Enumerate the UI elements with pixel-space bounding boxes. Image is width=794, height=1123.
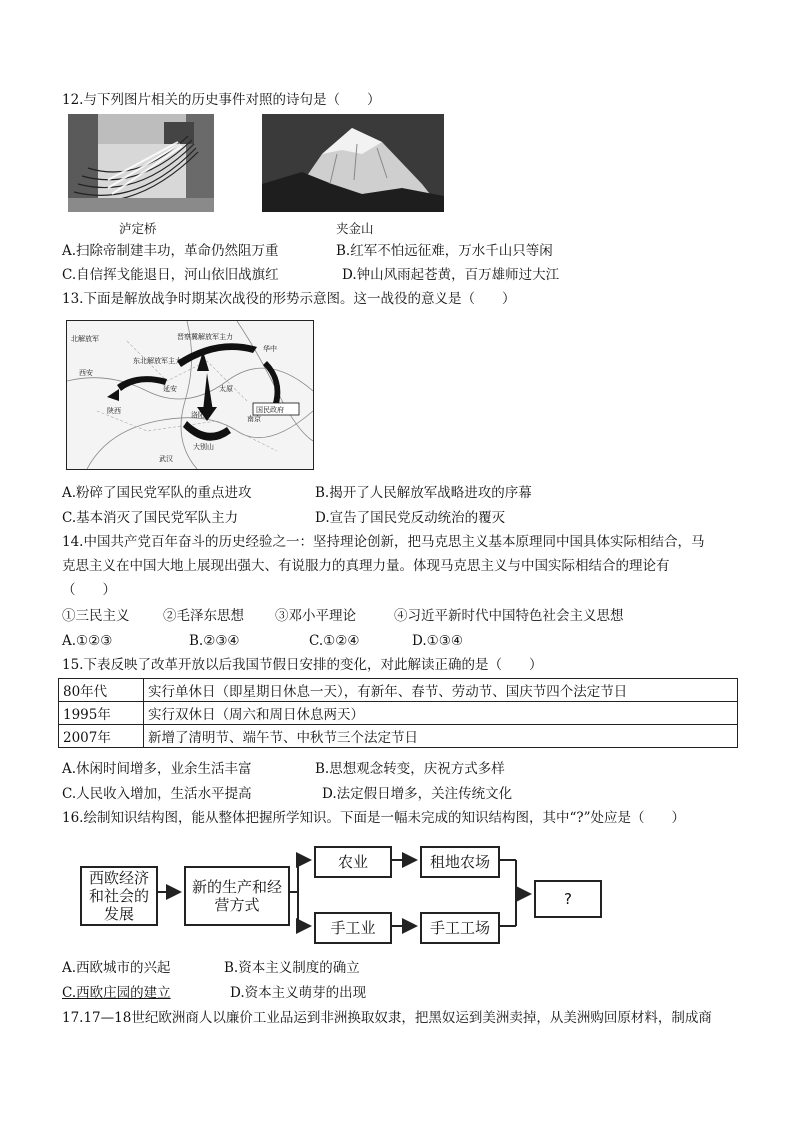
svg-text:国民政府: 国民政府: [256, 406, 284, 414]
q14-stem-line1: 14.中国共产党百年奋斗的历史经验之一：坚持理论创新，把马克思主义基本原理同中国具体实际相结合，马: [62, 534, 705, 550]
q14-option-d: D.①③④: [412, 633, 463, 649]
q14-stem-line2: 克思主义在中国大地上展现出强大、有说服力的真理力量。体现马克思主义与中国实际相结合的理论有: [62, 558, 670, 574]
q14-option-b: B.②③④: [189, 633, 240, 649]
q14-item-3: ③邓小平理论: [275, 608, 356, 624]
q13-option-a: A.粉碎了国民党军队的重点进攻: [62, 485, 252, 501]
table-cell-period: 1995年: [59, 702, 144, 725]
campaign-map: [66, 320, 314, 470]
q14-stem-line3: （ ）: [62, 582, 116, 598]
diagram-box-farm: 租地农场: [420, 846, 500, 878]
q17-stem: 17.17—18世纪欧洲商人以廉价工业品运到非洲换取奴隶，把黑奴运到美洲卖掉，从美洲购回原材料，制成商: [62, 1010, 712, 1026]
q15-option-d: D.法定假日增多，关注传统文化: [322, 786, 513, 802]
knowledge-structure-diagram: [62, 836, 610, 946]
q12-option-b: B.红军不怕远征难，万水千山只等闲: [336, 243, 553, 259]
table-row: [59, 679, 738, 702]
q13-option-c: C.基本消灭了国民党军队主力: [62, 510, 239, 526]
svg-text:武汉: 武汉: [159, 455, 173, 463]
q16-option-b: B.资本主义制度的确立: [224, 960, 360, 976]
q16-stem: 16.绘制知识结构图，能从整体把握所学知识。下面是一幅未完成的知识结构图，其中“?”处应是（ ）: [62, 810, 686, 826]
diagram-box-workshop: 手工工场: [420, 912, 500, 944]
svg-text:洛阳: 洛阳: [191, 411, 205, 419]
svg-text:陕西: 陕西: [107, 407, 121, 415]
diagram-box-unknown: ?: [534, 880, 602, 918]
svg-text:西安: 西安: [79, 369, 93, 377]
table-cell-period: 2007年: [59, 725, 144, 748]
q15-option-b: B.思想观念转变，庆祝方式多样: [315, 761, 505, 777]
table-cell-period: 80年代: [59, 679, 144, 702]
q12-option-c: C.自信挥戈能退日，河山依旧战旗红: [62, 267, 279, 283]
svg-text:北解放军: 北解放军: [71, 335, 99, 343]
q15-option-a: A.休闲时间增多，业余生活丰富: [62, 761, 252, 777]
svg-text:太原: 太原: [219, 385, 233, 393]
q14-option-c: C.①②④: [309, 633, 360, 649]
svg-text:延安: 延安: [163, 385, 177, 393]
diagram-box-agriculture: 农业: [314, 846, 392, 878]
q13-option-b: B.揭开了人民解放军战略进攻的序幕: [315, 485, 532, 501]
table-row: [59, 702, 738, 725]
q12-option-a: A.扫除帝制建丰功，革命仍然阻万重: [62, 243, 279, 259]
table-cell-content: 实行单休日（即星期日休息一天），有新年、春节、劳动节、国庆节四个法定节日: [144, 679, 738, 702]
holiday-table: [58, 678, 738, 748]
diagram-box-handicraft: 手工业: [314, 912, 392, 944]
jiajin-mountain-caption: 夹金山: [336, 221, 374, 236]
q14-item-2: ②毛泽东思想: [163, 608, 244, 624]
q15-option-c: C.人民收入增加，生活水平提高: [62, 786, 252, 802]
jiajin-mountain-photo: [262, 114, 444, 212]
q16-option-d: D.资本主义萌芽的出现: [230, 985, 367, 1001]
q14-item-1: ①三民主义: [62, 608, 130, 624]
q13-option-d: D.宣告了国民党反动统治的覆灭: [315, 510, 506, 526]
q13-stem: 13.下面是解放战争时期某次战役的形势示意图。这一战役的意义是（ ）: [62, 291, 516, 307]
q15-stem: 15.下表反映了改革开放以后我国节假日安排的变化，对此解读正确的是（ ）: [62, 657, 543, 673]
diagram-box-new-mode: 新的生产和经营方式: [184, 866, 290, 926]
svg-text:晋察冀解放军主力: 晋察冀解放军主力: [177, 333, 233, 341]
q16-option-a: A.西欧城市的兴起: [62, 960, 171, 976]
q12-option-d: D.钟山风雨起苍黄，百万雄师过大江: [342, 267, 560, 283]
q12-stem: 12.与下列图片相关的历史事件对照的诗句是（ ）: [62, 92, 381, 108]
table-cell-content: 实行双休日（周六和周日休息两天）: [144, 702, 738, 725]
svg-text:华中: 华中: [263, 345, 277, 353]
table-cell-content: 新增了清明节、端午节、中秋节三个法定节日: [144, 725, 738, 748]
luding-bridge-caption: 泸定桥: [119, 221, 157, 236]
table-row: [59, 725, 738, 748]
q14-option-a: A.①②③: [62, 633, 113, 649]
q16-option-c: C.西欧庄园的建立: [62, 985, 171, 1001]
luding-bridge-photo: [68, 114, 214, 212]
svg-text:南京: 南京: [247, 415, 261, 423]
svg-text:东北解放军主力: 东北解放军主力: [133, 357, 182, 365]
q14-item-4: ④习近平新时代中国特色社会主义思想: [394, 608, 624, 624]
svg-text:大别山: 大别山: [193, 443, 214, 451]
diagram-box-western-europe: 西欧经济和社会的发展: [80, 866, 158, 926]
